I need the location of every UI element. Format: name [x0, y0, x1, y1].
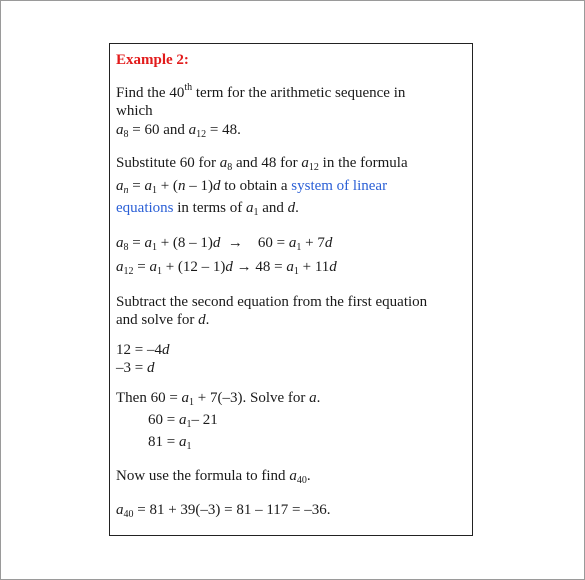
- substitute-line-1: Substitute 60 for $a_8$ and 48 for $a_{12}$ in the formula: [116, 155, 408, 173]
- subtract-line-2: and solve for d.: [116, 312, 210, 328]
- substitute-line-2: $a_n = a_1 + (n - 1)d$ to obtain a system of linear: [116, 178, 388, 196]
- substitute-line-3: equations in terms of $a_1$ and d.: [116, 200, 299, 218]
- problem-line-1: Find the 40th term for the arithmetic sequence in: [116, 82, 406, 101]
- example-heading: Example 2:: [116, 52, 189, 68]
- then-line: Then $60 = a_1 + 7(-3)$. Solve for a.: [116, 390, 321, 408]
- final-answer: $a_{40} = 81 + 39(-3) = 81 - 117 = -36$.: [116, 502, 331, 520]
- equation-1: $a_8 = a_1 + (8 - 1)d$ → $60 = a_1 + 7d$: [116, 235, 333, 253]
- solve-step-2: –3 = d: [116, 360, 155, 376]
- equations-link[interactable]: equations: [116, 200, 174, 216]
- system-of-linear-equations-link[interactable]: system of linear: [291, 178, 388, 194]
- solve-a1-step-2: $81 = a_1$: [148, 434, 192, 452]
- find-a40-line: Now use the formula to find $a_{40}$.: [116, 468, 311, 486]
- solve-a1-step-1: $60 = a_1-$ 21: [148, 412, 218, 430]
- example-card: [109, 43, 473, 536]
- equation-2: $a_{12} = a_1 + (12 - 1)d \to 48 = a_1 + 11d$: [116, 259, 337, 277]
- problem-line-2: which: [116, 103, 153, 119]
- subtract-line-1: Subtract the second equation from the first equation: [116, 294, 428, 310]
- solve-step-1: 12 = –4d: [116, 342, 170, 358]
- problem-given-values: $a_8 = 60$ and $a_{12} = 48$.: [116, 122, 241, 140]
